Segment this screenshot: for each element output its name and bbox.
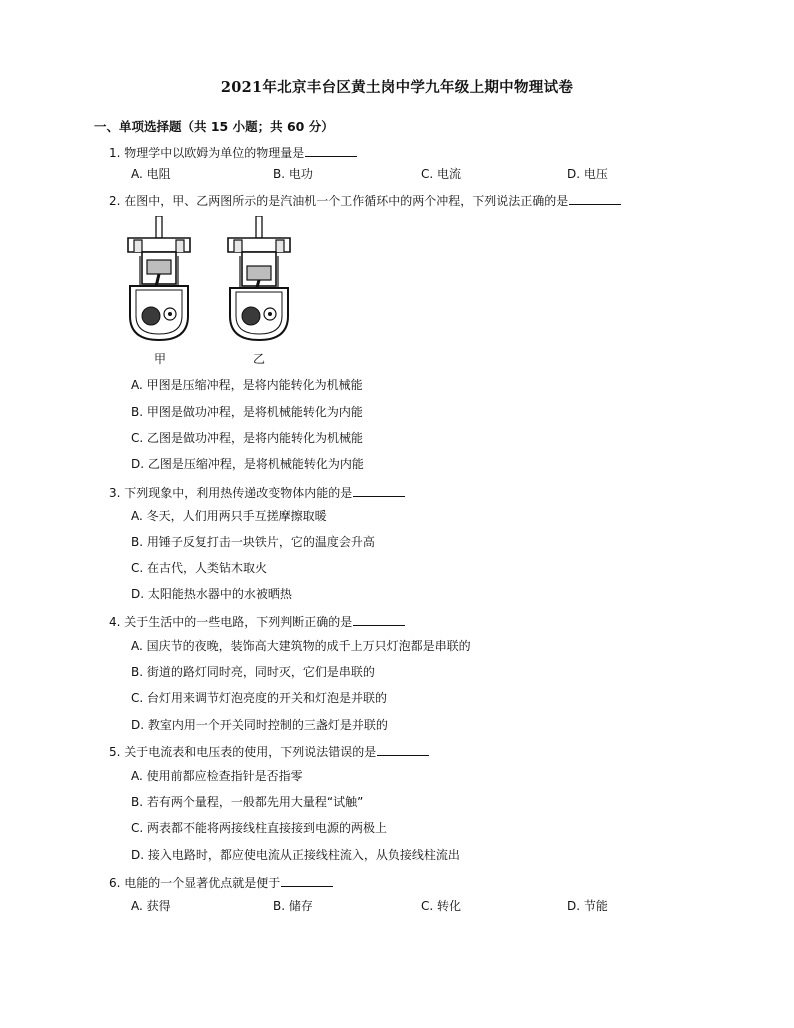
section-heading: 一、单项选择题（共 15 小题；共 60 分） <box>94 119 334 134</box>
option-b: B. 街道的路灯同时亮，同时灭，它们是串联的 <box>131 665 375 679</box>
option-c: C. 在古代，人类钻木取火 <box>131 561 268 575</box>
engine-figure-yi <box>220 216 300 346</box>
option-b: B. 储存 <box>273 899 313 913</box>
question-stem: 5. 关于电流表和电压表的使用，下列说法错误的是 <box>109 743 429 760</box>
option-b: B. 若有两个量程，一般都先用大量程“试触” <box>131 795 364 809</box>
question-stem: 3. 下列现象中，利用热传递改变物体内能的是 <box>109 484 405 501</box>
option-d: D. 接入电路时，都应使电流从正接线柱流入，从负接线柱流出 <box>131 848 460 862</box>
option-a: A. 使用前都应检查指针是否指零 <box>131 769 303 783</box>
answer-blank <box>281 874 333 887</box>
answer-blank <box>353 484 405 497</box>
option-b: B. 电功 <box>273 167 313 181</box>
question-stem: 4. 关于生活中的一些电路，下列判断正确的是 <box>109 613 405 630</box>
page-title: 2021年北京丰台区黄土岗中学九年级上期中物理试卷 <box>220 79 574 96</box>
answer-blank <box>353 613 405 626</box>
option-c: C. 两表都不能将两接线柱直接接到电源的两极上 <box>131 821 388 835</box>
option-c: C. 电流 <box>421 167 462 181</box>
figure-label-jia: 甲 <box>154 352 167 366</box>
option-d: D. 电压 <box>567 167 608 181</box>
option-a: A. 冬天，人们用两只手互搓摩擦取暖 <box>131 509 327 523</box>
option-d: D. 太阳能热水器中的水被晒热 <box>131 587 292 601</box>
option-b: B. 甲图是做功冲程，是将机械能转化为内能 <box>131 405 363 419</box>
question-stem: 1. 物理学中以欧姆为单位的物理量是 <box>109 144 357 161</box>
figure-label-yi: 乙 <box>253 352 266 366</box>
option-c: C. 台灯用来调节灯泡亮度的开关和灯泡是并联的 <box>131 691 388 705</box>
option-a: A. 电阻 <box>131 167 171 181</box>
option-a: A. 甲图是压缩冲程，是将内能转化为机械能 <box>131 378 363 392</box>
engine-figure-jia <box>120 216 200 346</box>
answer-blank <box>377 743 429 756</box>
option-b: B. 用锤子反复打击一块铁片，它的温度会升高 <box>131 535 375 549</box>
question-stem: 2. 在图中，甲、乙两图所示的是汽油机一个工作循环中的两个冲程，下列说法正确的是 <box>109 192 621 209</box>
option-d: D. 乙图是压缩冲程，是将机械能转化为内能 <box>131 457 364 471</box>
option-c: C. 转化 <box>421 899 462 913</box>
option-d: D. 节能 <box>567 899 608 913</box>
option-a: A. 国庆节的夜晚，装饰高大建筑物的成千上万只灯泡都是串联的 <box>131 639 471 653</box>
option-a: A. 获得 <box>131 899 171 913</box>
answer-blank <box>569 192 621 205</box>
option-d: D. 教室内用一个开关同时控制的三盏灯是并联的 <box>131 718 388 732</box>
option-c: C. 乙图是做功冲程，是将内能转化为机械能 <box>131 431 364 445</box>
answer-blank <box>305 144 357 157</box>
question-stem: 6. 电能的一个显著优点就是便于 <box>109 874 333 891</box>
